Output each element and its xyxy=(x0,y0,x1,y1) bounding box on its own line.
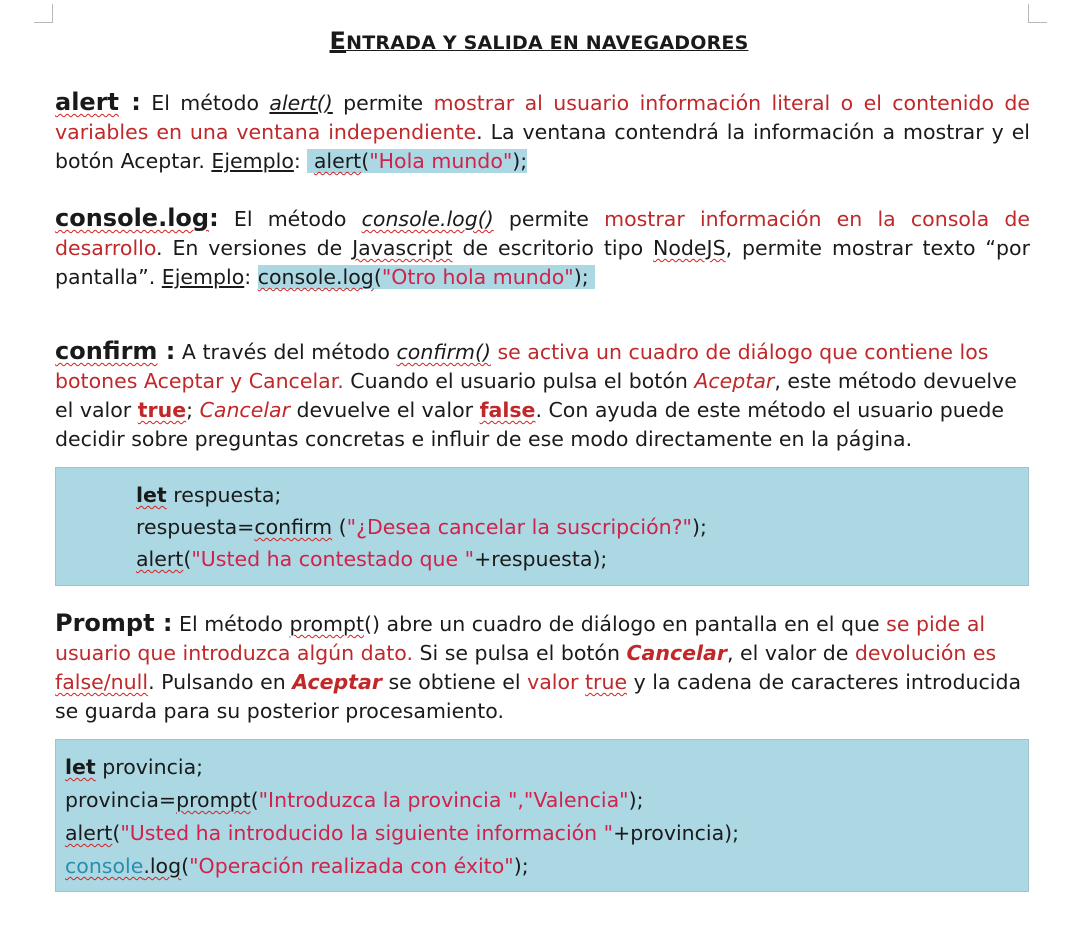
prompt-keyword: Prompt xyxy=(55,609,155,637)
example-label: Ejemplo xyxy=(161,265,245,289)
console-log-paragraph: console.log: El método console.log() permite mostrar información en la consola de desarrollo. En versiones de Javascript de escritorio tipo NodeJS, permite mostrar texto “por pantalla”. Ejemplo: console.log("Otro hola mundo"); xyxy=(55,204,1031,289)
alert-paragraph: alert : El método alert() permite mostrar al usuario información literal o el contenido de variables en una ventana independiente. La ventana contendrá la información a mostrar y el botón Aceptar. Ejemplo: alert("Hola mundo"); xyxy=(55,88,1031,173)
code-line: provincia=prompt("Introduzca la provincia ","Valencia"); xyxy=(65,788,644,812)
code-line: alert("Usted ha introducido la siguiente información "+provincia); xyxy=(65,821,740,845)
alert-code-snippet: alert("Hola mundo"); xyxy=(307,149,527,173)
page-title: ENTRADA Y SALIDA EN NAVEGADORES xyxy=(329,27,749,55)
prompt-paragraph: Prompt : El método prompt() abre un cuadro de diálogo en pantalla en el que se pide al usuario que introduzca algún dato. Si se pulsa el botón Cancelar, el valor de devolución es false/null. Pulsando en Aceptar se obtiene el valor true y la cadena de caracteres introducida se guarda para su posterior procesamiento. xyxy=(55,609,1022,723)
code-line: console.log("Operación realizada con éxito"); xyxy=(65,854,529,878)
confirm-keyword: confirm xyxy=(55,337,158,365)
console-log-red-text: mostrar información en la consola de desarrollo xyxy=(55,207,1030,260)
alert-red-text: mostrar al usuario información literal o el contenido de variables en una ventana independiente xyxy=(55,91,1031,144)
confirm-red-text: se activa un cuadro de diálogo que contiene los botones Aceptar y Cancelar. xyxy=(55,340,989,393)
alert-keyword: alert xyxy=(55,88,120,116)
page-corner-mark-left xyxy=(34,4,53,23)
console-log-method: console.log() xyxy=(361,207,494,231)
alert-section xyxy=(55,88,1030,176)
confirm-method: confirm() xyxy=(396,340,491,364)
true-value: true xyxy=(585,670,628,694)
example-label: Ejemplo xyxy=(211,149,294,173)
console-log-code-snippet: console.log("Otro hola mundo"); xyxy=(258,265,595,289)
console-log-keyword: console.log xyxy=(55,204,210,232)
confirm-code-block xyxy=(55,467,1029,586)
code-line: let provincia; xyxy=(65,755,204,779)
page-corner-mark-right xyxy=(1028,4,1047,23)
code-line: alert("Usted ha contestado que "+respuesta); xyxy=(136,547,608,571)
confirm-section xyxy=(55,337,1030,454)
code-line: let respuesta; xyxy=(136,483,282,507)
prompt-section xyxy=(55,609,1030,726)
prompt-code-block xyxy=(55,739,1029,892)
code-line: respuesta=confirm ("¿Desea cancelar la suscripción?"); xyxy=(136,515,707,539)
console-log-section xyxy=(55,204,1030,292)
prompt-method: prompt xyxy=(289,612,365,636)
alert-method: alert() xyxy=(269,91,333,115)
false-value: false xyxy=(479,398,536,422)
false-null-value: false/null xyxy=(55,670,149,694)
confirm-paragraph: confirm : A través del método confirm() se activa un cuadro de diálogo que contiene los botones Aceptar y Cancelar. Cuando el usuario pulsa el botón Aceptar, este método devuelve el valor true; Cancelar devuelve el valor false. Con ayuda de este método el usuario puede decidir sobre preguntas concretas e influir de ese modo directamente en la página. xyxy=(55,337,1017,451)
true-value: true xyxy=(137,398,187,422)
